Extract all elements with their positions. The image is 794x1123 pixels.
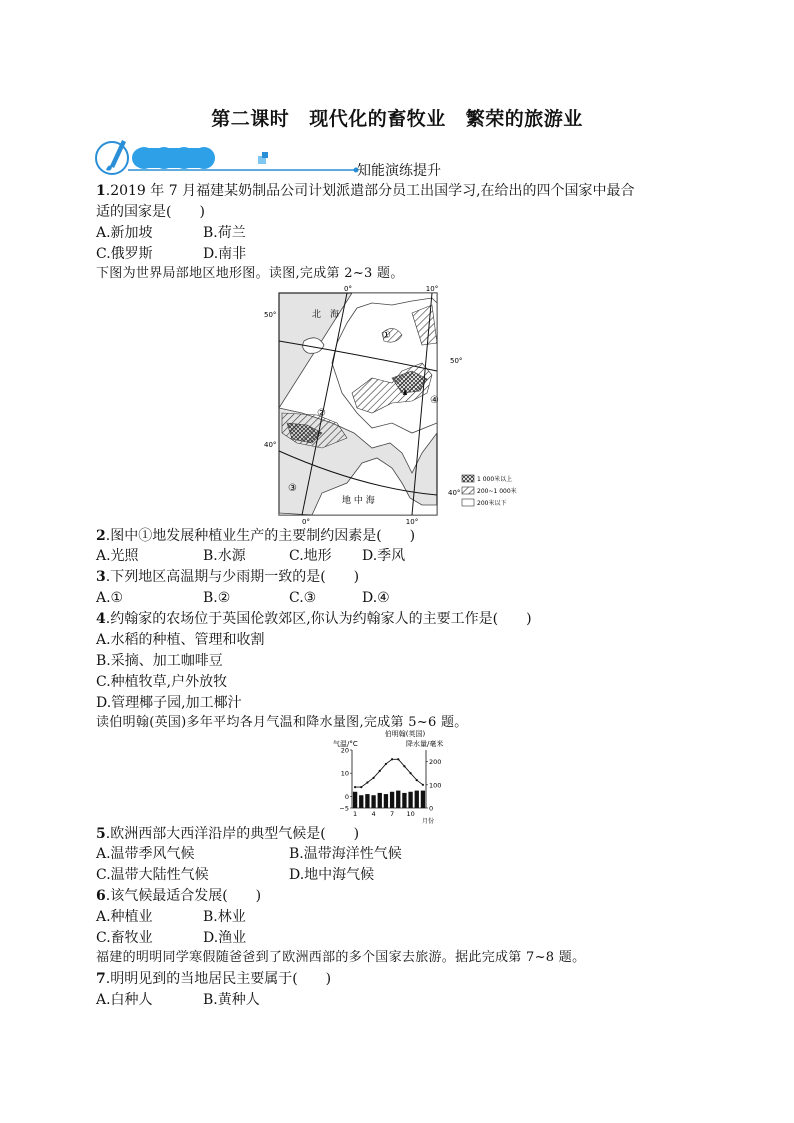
option[interactable]: B.②: [203, 590, 231, 606]
question-3: [96, 567, 359, 587]
question-2: [96, 526, 415, 546]
option[interactable]: A.①: [96, 590, 124, 606]
precip-bar: [371, 795, 375, 808]
question-text: .明明见到的当地居民主要属于( ): [105, 971, 332, 987]
question-1: [96, 181, 635, 201]
option[interactable]: C.俄罗斯: [96, 246, 153, 262]
temperature-point: [391, 758, 393, 760]
plot-area: [339, 747, 441, 819]
climate-chart: [330, 728, 460, 824]
question-number: 2: [96, 528, 106, 544]
temperature-point: [422, 784, 424, 786]
option[interactable]: D.季风: [362, 548, 406, 564]
option[interactable]: D.渔业: [203, 930, 247, 946]
question-4: [96, 609, 532, 629]
precip-bar: [353, 792, 357, 808]
option[interactable]: A.白种人: [96, 992, 153, 1008]
precip-bar: [365, 794, 369, 808]
page-title: [0, 104, 794, 131]
x-tick-label: 7: [390, 810, 395, 818]
right-tick-label: 200: [429, 758, 442, 767]
question-intro: 下图为世界局部地区地形图。读图,完成第 2~3 题。: [96, 266, 404, 281]
option[interactable]: D.地中海气候: [289, 867, 375, 883]
option[interactable]: C.种植牧草,户外放牧: [96, 674, 228, 690]
temperature-point: [354, 786, 356, 788]
x-tick-label: 10: [406, 810, 415, 818]
question-text: .该气候最适合发展( ): [105, 888, 262, 904]
temperature-line: [355, 759, 423, 787]
title-part: 繁荣的旅游业: [465, 108, 583, 130]
option[interactable]: B.荷兰: [203, 225, 246, 241]
option[interactable]: B.林业: [203, 909, 246, 925]
question-number: 6: [96, 888, 106, 904]
map-marker: ①: [382, 330, 391, 341]
option[interactable]: D.管理椰子园,加工椰汁: [96, 695, 242, 711]
lat-label: 40°: [448, 489, 461, 497]
lon-label: 10°: [425, 285, 439, 293]
option[interactable]: A.光照: [96, 548, 139, 564]
lon-label: 10°: [405, 518, 419, 526]
question-text: .图中①地发展种植业生产的主要制约因素是( ): [105, 528, 416, 544]
lat-label: 50°: [264, 311, 277, 319]
option[interactable]: C.地形: [289, 548, 332, 564]
sea-label: 北 海: [312, 310, 340, 320]
temperature-point: [379, 770, 381, 772]
question-number: 3: [96, 569, 106, 585]
left-tick-label: 20: [340, 746, 349, 755]
question-5: [96, 824, 359, 844]
legend-label: 1 000米以上: [477, 476, 513, 483]
x-axis-label: 月份: [422, 818, 435, 824]
legend-label: 200米以下: [477, 500, 507, 507]
question-intro: 读伯明翰(英国)多年平均各月气温和降水量图,完成第 5~6 题。: [96, 715, 468, 730]
question-number: 7: [96, 971, 106, 987]
question-number: 5: [96, 826, 106, 842]
temperature-point: [366, 781, 368, 783]
option[interactable]: A.水稻的种植、管理和收割: [96, 632, 265, 648]
option[interactable]: D.④: [362, 590, 390, 606]
precip-bar: [396, 791, 400, 808]
precip-bar: [378, 793, 382, 808]
brush-icon: [106, 140, 126, 171]
temperature-point: [360, 786, 362, 788]
option[interactable]: A.温带季风气候: [96, 846, 195, 862]
precip-bar: [359, 795, 363, 808]
left-axis-label: 气温/°C: [333, 740, 358, 748]
left-tick-label: −5: [339, 804, 349, 813]
x-tick-label: 4: [371, 810, 376, 818]
section-label: 知能演练提升: [357, 163, 441, 179]
option[interactable]: C.温带大陆性气候: [96, 867, 209, 883]
temperature-point: [409, 772, 411, 774]
lon-label: 0°: [302, 518, 310, 526]
question-6: [96, 886, 261, 906]
lat-label: 40°: [264, 441, 277, 449]
option[interactable]: A.新加坡: [96, 225, 153, 241]
question-7: [96, 969, 331, 989]
option[interactable]: A.种植业: [96, 909, 153, 925]
option[interactable]: B.采摘、加工咖啡豆: [96, 653, 223, 669]
terrain-map: [262, 283, 542, 528]
map-marker: ④: [430, 395, 439, 406]
map-marker: ②: [317, 408, 326, 419]
lat-label: 50°: [450, 357, 463, 365]
temperature-point: [372, 777, 374, 779]
question-text: .欧洲西部大西洋沿岸的典型气候是( ): [105, 826, 360, 842]
map-marker: ③: [288, 483, 297, 494]
temperature-point: [397, 758, 399, 760]
title-part: 第二课时: [211, 108, 290, 130]
chart-title: 伯明翰(英国): [384, 730, 426, 738]
right-axis-label: 降水量/毫米: [406, 740, 444, 748]
question-intro: 福建的明明同学寒假随爸爸到了欧洲西部的多个国家去旅游。据此完成第 7~8 题。: [96, 950, 586, 965]
sea-label: 地 中 海: [342, 496, 375, 506]
precip-bar: [384, 794, 388, 808]
left-tick-label: 0: [344, 792, 349, 801]
legend-label: 200~1 000米: [477, 488, 517, 495]
title-part: 现代化的畜牧业: [309, 108, 446, 130]
precip-bar: [421, 791, 425, 808]
precip-bar: [415, 791, 419, 808]
question-text: .2019 年 7 月福建某奶制品公司计划派遣部分员工出国学习,在给出的四个国家中最合: [105, 183, 635, 199]
precip-bar: [390, 792, 394, 808]
temperature-point: [416, 779, 418, 781]
option[interactable]: C.畜牧业: [96, 930, 153, 946]
option[interactable]: C.③: [289, 590, 317, 606]
question-1-cont: 适的国家是( ): [96, 204, 205, 220]
x-tick-label: 1: [353, 810, 358, 818]
question-number: 1: [96, 183, 106, 199]
right-tick-label: 100: [429, 781, 442, 790]
left-tick-label: 10: [340, 769, 349, 778]
precip-bar: [408, 792, 412, 808]
option[interactable]: B.温带海洋性气候: [289, 846, 402, 862]
map-legend: [462, 475, 517, 507]
temperature-point: [403, 765, 405, 767]
question-number: 4: [96, 611, 106, 627]
question-text: .下列地区高温期与少雨期一致的是( ): [105, 569, 360, 585]
option[interactable]: B.水源: [203, 548, 246, 564]
temperature-point: [385, 763, 387, 765]
right-tick-label: 0: [429, 804, 434, 813]
precip-bar: [402, 793, 406, 808]
lon-label: 0°: [344, 285, 352, 293]
question-text: .约翰家的农场位于英国伦敦郊区,你认为约翰家人的主要工作是( ): [105, 611, 532, 627]
option[interactable]: D.南非: [203, 246, 247, 262]
option[interactable]: B.黄种人: [203, 992, 260, 1008]
